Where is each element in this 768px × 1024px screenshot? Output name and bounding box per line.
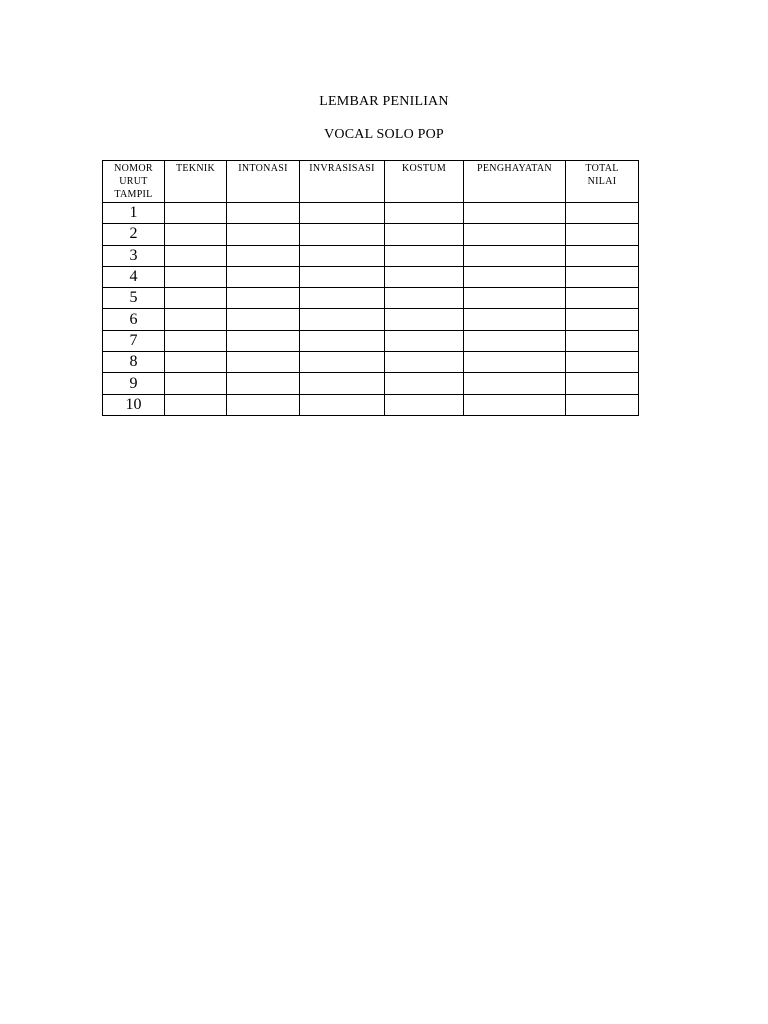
score-cell <box>464 309 566 330</box>
score-cell <box>165 352 227 373</box>
row-number-cell: 8 <box>103 352 165 373</box>
score-cell <box>300 309 385 330</box>
table-row <box>103 288 639 309</box>
score-cell <box>566 245 639 266</box>
score-cell <box>165 203 227 224</box>
score-cell <box>385 352 464 373</box>
document-subtitle: VOCAL SOLO POP <box>324 127 444 142</box>
row-number-cell: 5 <box>103 288 165 309</box>
score-cell <box>566 373 639 394</box>
score-cell <box>300 203 385 224</box>
score-cell <box>165 266 227 287</box>
score-cell <box>300 330 385 351</box>
table-row <box>103 373 639 394</box>
table-row <box>103 266 639 287</box>
score-cell <box>165 288 227 309</box>
score-cell <box>566 309 639 330</box>
score-cell <box>464 288 566 309</box>
score-cell <box>566 288 639 309</box>
score-cell <box>165 373 227 394</box>
header-invrasisasi: INVRASISASI <box>300 161 385 203</box>
table-body <box>103 203 639 416</box>
score-cell <box>566 266 639 287</box>
score-cell <box>464 394 566 415</box>
header-kostum: KOSTUM <box>385 161 464 203</box>
score-cell <box>566 224 639 245</box>
score-cell <box>227 330 300 351</box>
score-cell <box>464 330 566 351</box>
score-cell <box>385 309 464 330</box>
row-number-cell: 3 <box>103 245 165 266</box>
score-cell <box>464 352 566 373</box>
table-header-row <box>103 161 639 203</box>
score-cell <box>300 352 385 373</box>
score-cell <box>300 288 385 309</box>
score-cell <box>300 394 385 415</box>
document-title: LEMBAR PENILIAN <box>319 94 449 109</box>
score-cell <box>227 203 300 224</box>
header-nomor-urut-tampil: NOMOR URUT TAMPIL <box>103 161 165 203</box>
score-cell <box>227 394 300 415</box>
row-number-cell: 6 <box>103 309 165 330</box>
score-cell <box>300 373 385 394</box>
score-cell <box>300 224 385 245</box>
row-number-cell: 9 <box>103 373 165 394</box>
score-cell <box>464 266 566 287</box>
score-cell <box>300 245 385 266</box>
score-cell <box>227 224 300 245</box>
score-cell <box>566 203 639 224</box>
score-cell <box>227 373 300 394</box>
header-penghayatan: PENGHAYATAN <box>464 161 566 203</box>
table-row <box>103 203 639 224</box>
table-row <box>103 309 639 330</box>
table-row <box>103 224 639 245</box>
row-number-cell: 2 <box>103 224 165 245</box>
assessment-table <box>102 160 639 416</box>
score-cell <box>227 266 300 287</box>
score-cell <box>464 245 566 266</box>
table-row <box>103 245 639 266</box>
score-cell <box>385 330 464 351</box>
score-cell <box>385 203 464 224</box>
score-cell <box>227 245 300 266</box>
score-cell <box>464 203 566 224</box>
score-cell <box>566 394 639 415</box>
score-cell <box>464 224 566 245</box>
score-cell <box>165 330 227 351</box>
score-cell <box>165 245 227 266</box>
score-cell <box>385 266 464 287</box>
row-number-cell: 7 <box>103 330 165 351</box>
row-number-cell: 10 <box>103 394 165 415</box>
row-number-cell: 4 <box>103 266 165 287</box>
score-cell <box>566 352 639 373</box>
score-cell <box>300 266 385 287</box>
score-cell <box>385 224 464 245</box>
score-cell <box>227 352 300 373</box>
score-cell <box>227 309 300 330</box>
header-total-nilai: TOTAL NILAI <box>566 161 639 203</box>
score-cell <box>385 245 464 266</box>
table-row <box>103 352 639 373</box>
table-row <box>103 330 639 351</box>
header-teknik: TEKNIK <box>165 161 227 203</box>
score-cell <box>385 288 464 309</box>
row-number-cell: 1 <box>103 203 165 224</box>
score-cell <box>464 373 566 394</box>
score-cell <box>165 309 227 330</box>
header-intonasi: INTONASI <box>227 161 300 203</box>
score-cell <box>165 394 227 415</box>
score-cell <box>566 330 639 351</box>
score-cell <box>385 373 464 394</box>
score-cell <box>385 394 464 415</box>
score-cell <box>227 288 300 309</box>
table-row <box>103 394 639 415</box>
score-cell <box>165 224 227 245</box>
